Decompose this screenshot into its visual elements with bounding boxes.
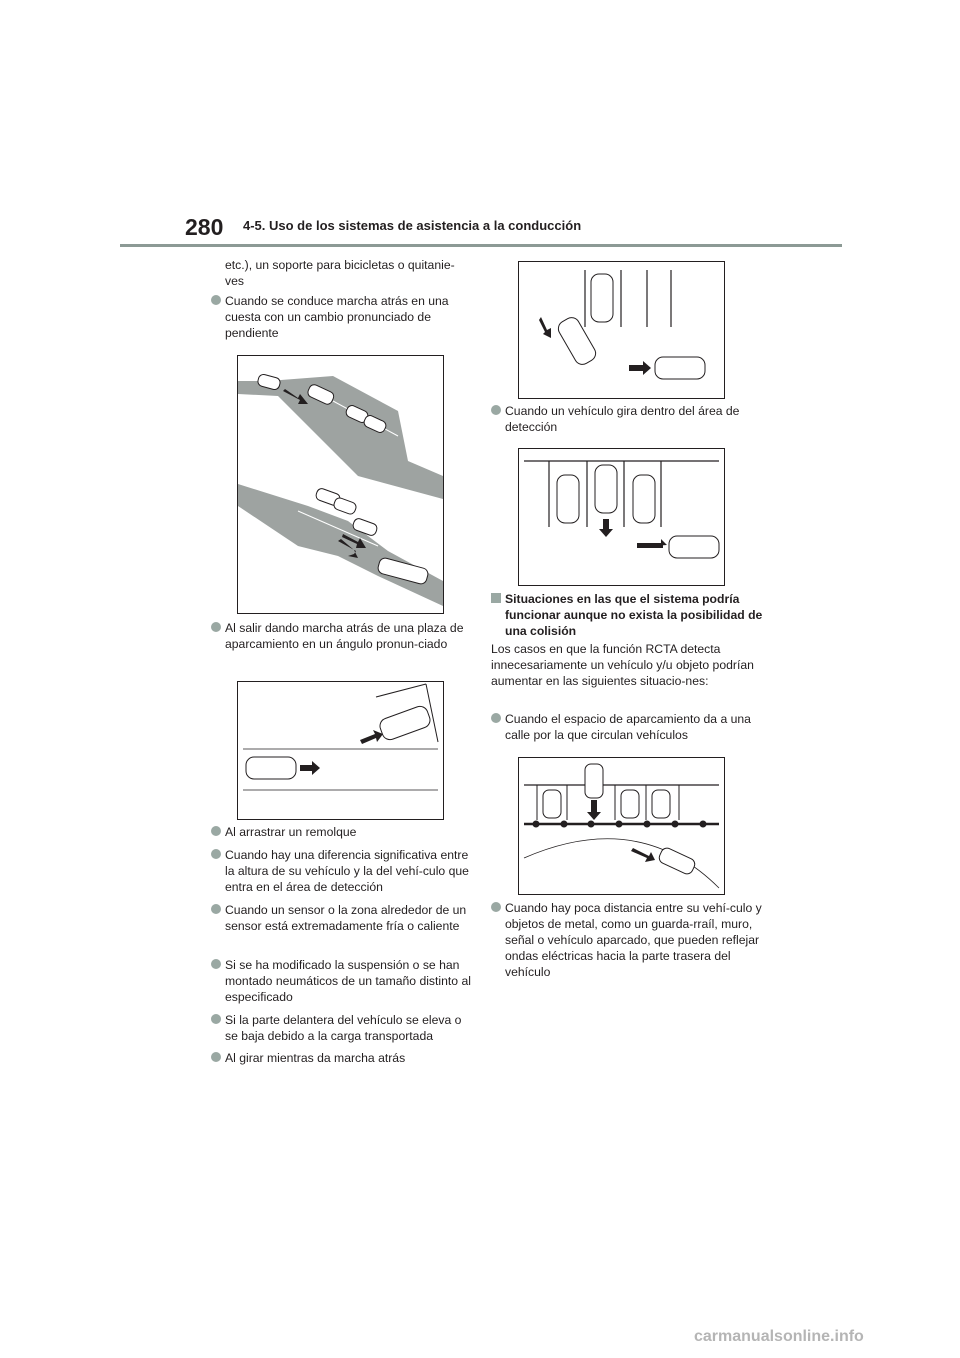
page-number: 280 [185, 214, 224, 240]
list-item-text: Cuando hay una diferencia significativa entre la altura de su vehículo y la del vehí-culo que entra en el área de detección [225, 848, 469, 894]
bullet-icon [211, 959, 221, 969]
bullet-icon [211, 622, 221, 632]
list-item [211, 1050, 477, 1066]
header-divider [120, 244, 842, 247]
figure-perpendicular-parking [518, 448, 725, 586]
bullet-icon [211, 849, 221, 859]
list-item-text: Al arrastrar un remolque [225, 825, 357, 839]
figure-parking-exit [518, 261, 725, 399]
list-item [491, 403, 768, 435]
list-item [211, 824, 477, 840]
list-item-text: Cuando hay poca distancia entre su vehí-culo y objetos de metal, como un guarda-rraíl, muro, señal o vehículo aparcado, que pueden reflejar ondas eléctricas hacia la parte trasera del vehículo [505, 901, 762, 979]
figure-angled-parking [237, 681, 444, 820]
list-item [211, 293, 477, 341]
section-heading [491, 591, 768, 639]
list-item [491, 900, 768, 980]
section-heading-text: Situaciones en las que el sistema podría funcionar aunque no exista la posibilidad de una colisión [505, 592, 763, 638]
bullet-icon [491, 405, 501, 415]
watermark: carmanualsonline.info [694, 1328, 864, 1345]
angled-parking-illustration [238, 682, 443, 819]
bullet-icon [491, 713, 501, 723]
list-item [211, 902, 477, 934]
list-item-text: Cuando un vehículo gira dentro del área de detección [505, 404, 740, 434]
bullet-icon [491, 902, 501, 912]
list-item [211, 1012, 477, 1044]
bullet-icon [211, 826, 221, 836]
bullet-icon [211, 295, 221, 305]
figure-slope [237, 355, 444, 614]
list-item [491, 711, 768, 743]
bullet-icon [211, 1014, 221, 1024]
chapter-title: 4-5. Uso de los sistemas de asistencia a la conducción [243, 218, 582, 233]
bullet-icon [211, 904, 221, 914]
list-item [211, 847, 477, 895]
parking-exit-illustration [519, 262, 724, 398]
perpendicular-parking-illustration [519, 449, 724, 585]
street-parking-illustration [519, 758, 724, 894]
list-item-text: Cuando el espacio de aparcamiento da a una calle por la que circulan vehículos [505, 712, 751, 742]
slope-illustration [238, 356, 443, 613]
bullet-icon [211, 1052, 221, 1062]
list-item [211, 620, 477, 652]
section-square-icon [491, 593, 501, 603]
list-item-text: Cuando se conduce marcha atrás en una cuesta con un cambio pronunciado de pendiente [225, 294, 449, 340]
list-item-text: Al salir dando marcha atrás de una plaza de aparcamiento en un ángulo pronun-ciado [225, 621, 464, 651]
list-item [211, 957, 477, 1005]
list-item-text: Al girar mientras da marcha atrás [225, 1051, 406, 1065]
list-item-text: Si la parte delantera del vehículo se eleva o se baja debido a la carga transportada [225, 1013, 462, 1043]
list-item-text: Cuando un sensor o la zona alrededor de un sensor está extremadamente fría o caliente [225, 903, 467, 933]
list-item-text: Si se ha modificado la suspensión o se han montado neumáticos de un tamaño distinto al especificado [225, 958, 471, 1004]
figure-street-parking [518, 757, 725, 895]
intro-text: etc.), un soporte para bicicletas o quitanie- ves [225, 258, 455, 288]
section-body: Los casos en que la función RCTA detecta innecesariamente un vehículo y/u objeto podrían aumentar en las siguientes situacio-nes: [491, 642, 754, 688]
